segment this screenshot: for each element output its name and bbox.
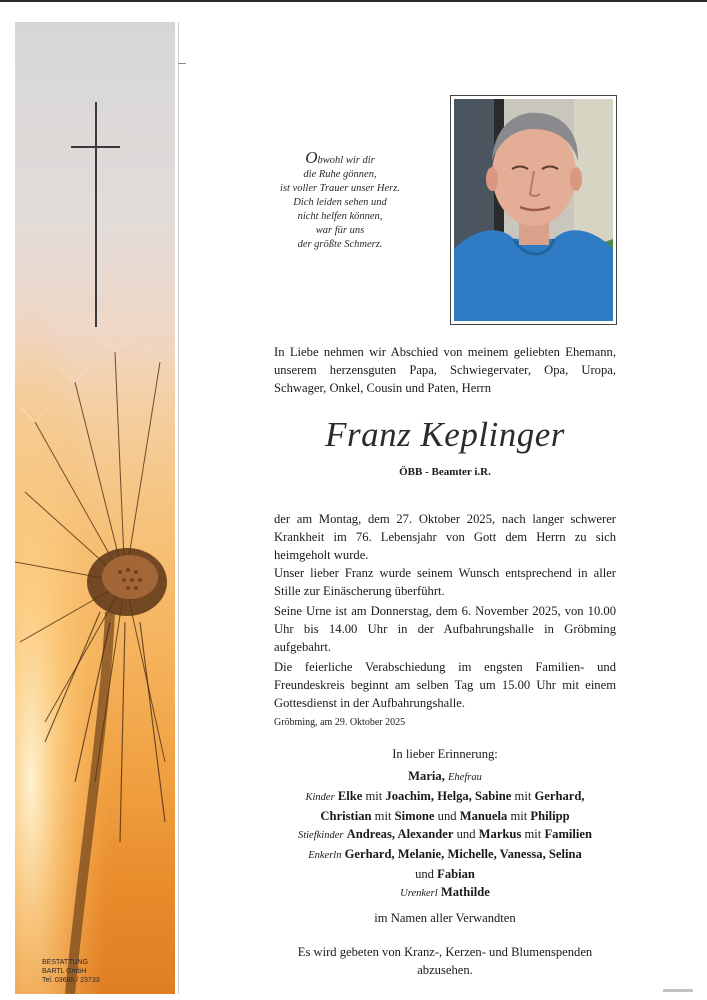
funeral-home-imprint [42,958,152,985]
poem [250,148,430,252]
connector-word: mit [514,789,532,803]
family-great-grandchild [274,883,616,903]
strip-divider [178,22,179,994]
child-name: Joachim, Helga, Sabine [385,789,512,803]
children-label: Kinder [305,792,335,803]
stepchild-name: Markus [478,827,522,841]
cross-bar [71,146,120,148]
portrait-image [454,99,613,321]
family-stepchildren [274,825,616,845]
wife-name: Maria, [408,769,445,783]
child-name: Gerhard, [534,789,585,803]
grandchildren-label: Enkerln [308,850,342,861]
funeral-home-line-3: Tel. 03685 / 23733 [42,977,100,984]
farewell-paragraph: Die feierliche Verabschiedung im engsten Familien- und Freundeskreis beginnt am selben Tag um 15.00 Uhr mit einem Gottesdienst in der Aufbahrungshalle. [274,660,616,710]
great-grandchild-label: Urenkerl [400,888,438,899]
connector-word: mit [365,789,383,803]
child-name: Simone [394,809,435,823]
connector-word: mit [374,809,392,823]
grandchild-name: Fabian [437,867,475,881]
page-stamp [663,989,693,992]
funeral-home-line-1: BESTATTUNG [42,959,89,966]
connector-word: und [456,827,476,841]
family-grandchildren [274,845,616,883]
poem-line-5: nicht helfen können, [297,211,383,222]
poem-line-1 [250,148,430,168]
poem-line-7: der größte Schmerz. [297,239,383,250]
family-wife [274,767,616,787]
closing-line-1: Es wird gebeten von Kranz-, Kerzen- und Blumenspenden [297,945,593,959]
dandelion-image-strip [15,22,175,994]
stepchild-name: Familien [544,827,593,841]
deceased-name: Franz Keplinger [325,415,565,454]
poem-line-3: ist voller Trauer unser Herz. [280,183,400,194]
poem-line-6: war für uns [315,225,365,236]
connector-word: und [415,867,434,881]
connector-word: mit [510,809,528,823]
cross-icon [95,102,97,327]
wife-label: Ehefrau [448,772,482,783]
poem-dropcap: O [305,148,318,167]
deceased-profession: ÖBB - Beamter i.R. [399,466,491,478]
poem-text: bwohl wir dir [317,155,375,166]
poem-line-4: Dich leiden sehen und [293,197,387,208]
intro-text: In Liebe nehmen wir Abschied von meinem geliebten Ehemann, unserem herzensguten Papa, Schwiegervater, Opa, Uropa, Schwager, Onkel, Cousin und Paten, Herrn [274,345,616,395]
stepchildren-label: Stiefkinder [297,830,344,841]
death-paragraph: der am Montag, dem 27. Oktober 2025, nach langer schwerer Krankheit im 76. Lebensjahr von Gott dem Herrn zu sich heimgeholt wurde. [274,512,616,562]
funeral-home-line-2: BARTL GmbH [42,968,87,975]
urn-paragraph: Seine Urne ist am Donnerstag, dem 6. November 2025, von 10.00 Uhr bis 14.00 Uhr in der Aufbahrungshalle in Gröbming aufgebahrt. [274,604,616,654]
child-name: Christian [320,809,372,823]
closing-note [274,943,616,979]
grandchild-name: Gerhard, Melanie, Michelle, Vanessa, Selina [344,847,582,861]
connector-word: mit [524,827,542,841]
cremation-paragraph: Unser lieber Franz wurde seinem Wunsch entsprechend in aller Stille zur Einäscherung überführt. [274,566,616,598]
great-grandchild-name: Mathilde [440,885,490,899]
family-title: In lieber Erinnerung: [392,747,498,761]
family-block [274,745,616,927]
connector-word: und [437,809,457,823]
closing-line-2: abzusehen. [417,963,473,977]
child-name: Philipp [530,809,570,823]
top-rule [0,0,707,2]
place-date: Gröbming, am 29. Oktober 2025 [274,717,406,728]
strip-tick-mark [178,63,186,64]
portrait-photo [450,95,617,325]
family-children [274,787,616,825]
poem-line-2: die Ruhe gönnen, [303,169,377,180]
stepchild-name: Andreas, Alexander [346,827,454,841]
child-name: Manuela [459,809,508,823]
family-relatives: im Namen aller Verwandten [374,911,516,925]
child-name: Elke [337,789,363,803]
